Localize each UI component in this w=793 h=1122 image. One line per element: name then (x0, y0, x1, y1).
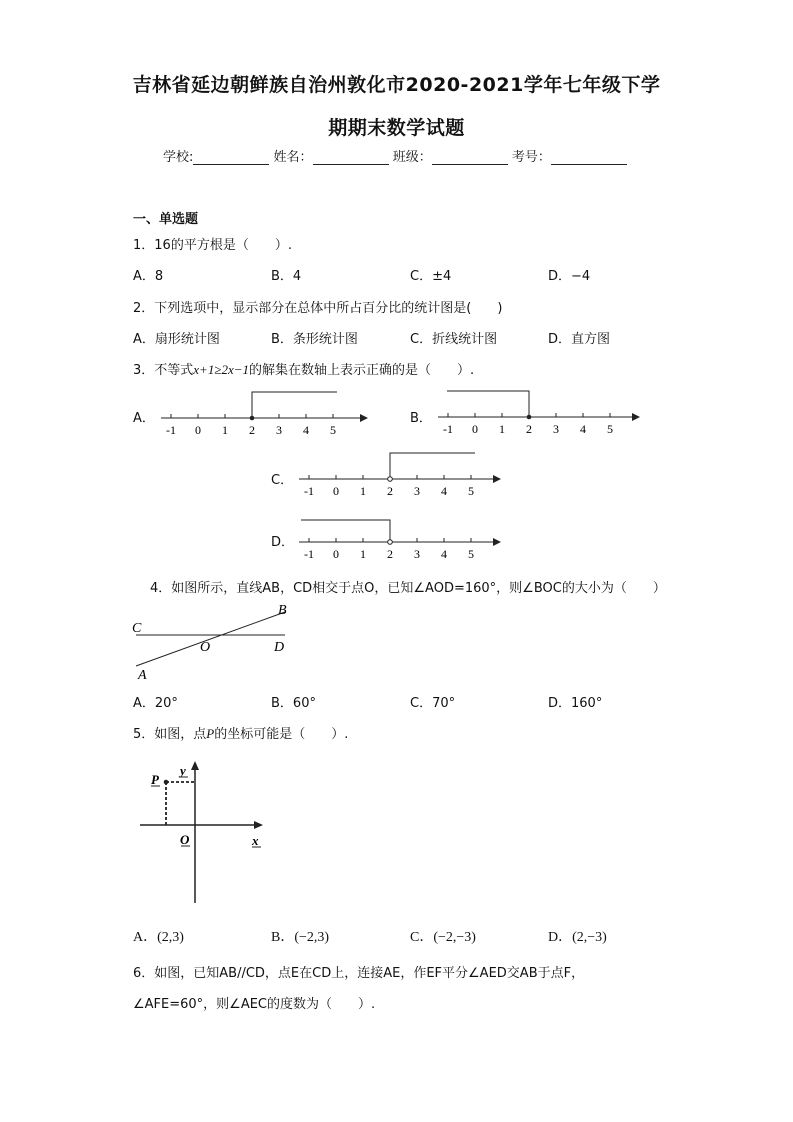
label-b: B (278, 603, 287, 618)
label-p: P (151, 772, 159, 787)
q6-stem-line2: ∠AFE=60°，则∠AEC的度数为（ ）. (133, 997, 376, 1012)
class-label: 班级： (392, 150, 432, 165)
section-heading: 一、单选题 (133, 212, 199, 227)
q3-stem (133, 359, 474, 378)
tick-label: 0 (472, 422, 478, 436)
q5-option-c: C．(−2,−3) (410, 930, 476, 945)
tick-label: 4 (303, 423, 309, 437)
label-a: A (138, 668, 147, 683)
q2-option-b: B．条形统计图 (271, 332, 358, 347)
q4-option-d: D．160° (548, 696, 603, 711)
q5-stem-p: P (206, 726, 215, 741)
tick-label: -1 (304, 484, 314, 498)
tick-label: 0 (195, 423, 201, 437)
q4-option-b: B．60° (271, 696, 316, 711)
q1-option-a: A．8 (133, 269, 164, 284)
tick-label: 3 (414, 547, 420, 561)
solid-dot (527, 415, 532, 420)
tick-label: -1 (166, 423, 176, 437)
solid-dot (250, 416, 255, 421)
tick-label: 5 (468, 484, 474, 498)
q1-stem: 1．16的平方根是（ ）. (133, 238, 292, 253)
number-blank (551, 150, 627, 165)
label-x: x (252, 833, 259, 848)
tick-label: 3 (276, 423, 282, 437)
tick-label: -1 (304, 547, 314, 561)
q3-inequality: x+1≥2x−1 (193, 362, 250, 377)
q5-option-a: A．(2,3) (133, 930, 184, 945)
label-c: C (132, 621, 142, 636)
label-origin: O (180, 832, 190, 847)
tick-label: 1 (360, 484, 366, 498)
tick-label: 3 (414, 484, 420, 498)
q1-option-d: D．−4 (548, 269, 591, 284)
q5-stem-pre: 5．如图，点 (133, 727, 207, 742)
q5-option-d: D．(2,−3) (548, 930, 607, 945)
q2-option-c: C．折线统计图 (410, 332, 498, 347)
q4-figure-intersecting-lines (128, 600, 298, 685)
q2-option-d: D．直方图 (548, 332, 611, 347)
label-y: y (180, 763, 186, 778)
q3-numberline-a (155, 386, 370, 441)
q4-stem: 4．如图所示，直线AB，CD相交于点O，已知∠AOD=160°，则∠BOC的大小为（ ） (150, 581, 666, 596)
q1-option-c: C．±4 (410, 269, 452, 284)
school-label: 学校: (163, 150, 194, 165)
tick-label: 2 (387, 547, 393, 561)
tick-label: 2 (387, 484, 393, 498)
hollow-dot (388, 540, 393, 545)
student-info-row (163, 146, 627, 165)
q2-option-a: A．扇形统计图 (133, 332, 220, 347)
tick-label: 4 (580, 422, 586, 436)
name-blank (313, 150, 389, 165)
school-blank (193, 150, 269, 165)
tick-label: 2 (526, 422, 532, 436)
q3-numberline-c (293, 446, 508, 501)
q2-stem: 2．下列选项中，显示部分在总体中所占百分比的统计图是( ) (133, 301, 503, 316)
name-label: 姓名： (273, 150, 313, 165)
tick-label: 1 (499, 422, 505, 436)
tick-label: 1 (222, 423, 228, 437)
q3-stem-post: 的解集在数轴上表示正确的是（ ）. (249, 363, 475, 378)
tick-label: 0 (333, 547, 339, 561)
tick-label: 3 (553, 422, 559, 436)
q1-option-b: B．4 (271, 269, 302, 284)
tick-label: 5 (607, 422, 613, 436)
tick-label: 4 (441, 547, 447, 561)
q3-numberline-d (293, 511, 508, 566)
point-p (164, 780, 169, 785)
number-label: 考号： (511, 150, 551, 165)
q3-stem-pre: 3．不等式 (133, 363, 194, 378)
doc-title-line1: 吉林省延边朝鲜族自治州敦化市2020-2021学年七年级下学 (132, 74, 661, 96)
class-blank (432, 150, 508, 165)
q5-stem-post: 的坐标可能是（ ）. (214, 727, 349, 742)
q6-stem-line1: 6．如图，已知AB//CD，点E在CD上，连接AE，作EF平分∠AED交AB于点F， (133, 966, 585, 981)
label-o: O (200, 640, 211, 655)
q3-option-b-letter: B． (410, 411, 432, 426)
tick-label: 4 (441, 484, 447, 498)
tick-label: 5 (330, 423, 336, 437)
line-ab (136, 612, 285, 666)
tick-label: 1 (360, 547, 366, 561)
q4-option-a: A．20° (133, 696, 178, 711)
q4-option-c: C．70° (410, 696, 456, 711)
q3-numberline-b (432, 382, 647, 437)
q5-stem (133, 723, 348, 742)
doc-title-line2: 期期末数学试题 (328, 117, 465, 139)
tick-label: 5 (468, 547, 474, 561)
tick-label: 2 (249, 423, 255, 437)
tick-label: -1 (443, 422, 453, 436)
q5-figure-coordinate-plane (135, 755, 270, 910)
label-d: D (274, 640, 285, 655)
q3-option-d-letter: D． (271, 535, 295, 550)
tick-label: 0 (333, 484, 339, 498)
hollow-dot (388, 477, 393, 482)
q3-option-c-letter: C． (271, 473, 294, 488)
q3-option-a-letter: A． (133, 411, 155, 426)
q5-option-b: B．(−2,3) (271, 930, 330, 945)
